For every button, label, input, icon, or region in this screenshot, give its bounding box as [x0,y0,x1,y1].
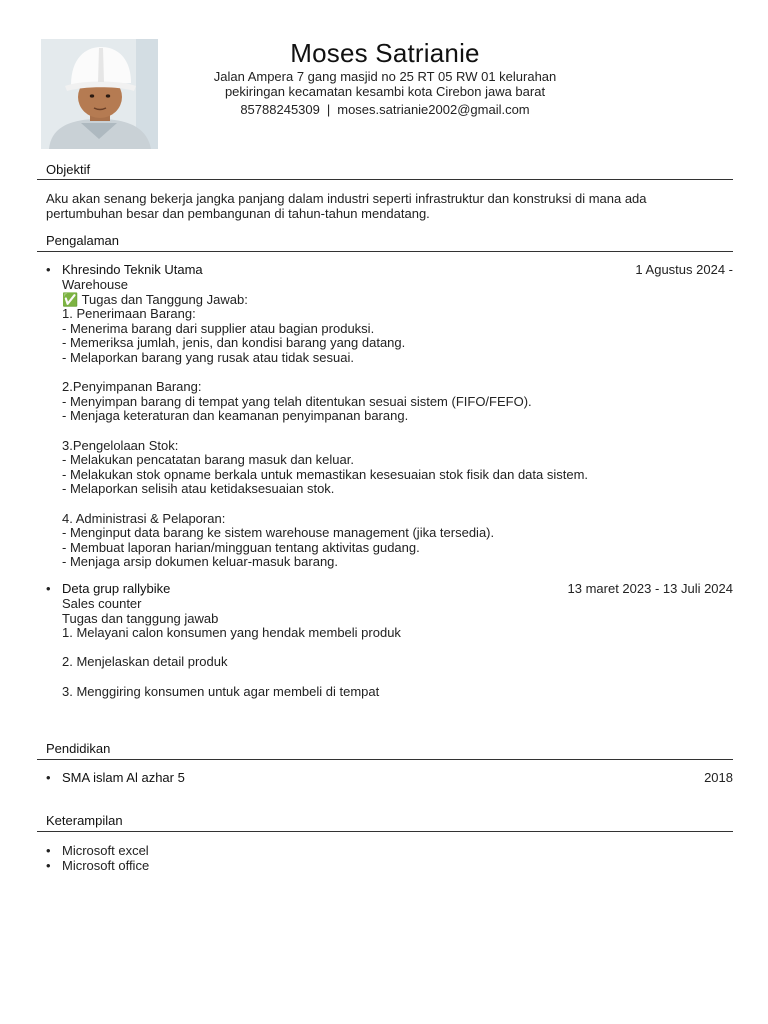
experience-divider [37,251,733,252]
education-entry [46,771,733,786]
experience-detail-line: 1. Penerimaan Barang: [62,306,196,322]
candidate-name: Moses Satrianie [290,38,480,68]
education-school: SMA islam Al azhar 5 [62,770,185,785]
objective-line-1: Aku akan senang bekerja jangka panjang dalam industri seperti infrastruktur dan konstruksi di mana ada [46,191,647,206]
experience-detail-line: - Menginput data barang ke sistem warehouse management (jika tersedia). [62,525,495,541]
experience-detail-line: 4. Administrasi & Pelaporan: [62,510,226,526]
experience-detail-line: 3. Menggiring konsumen untuk agar membeli di tempat [62,683,380,699]
experience-detail-line: 3.Pengelolaan Stok: [62,437,179,453]
contact-separator: | [326,102,331,117]
bullet-marker: • [46,843,51,858]
skills-heading: Keterampilan [46,813,123,828]
education-year: 2018 [704,770,733,785]
skills-list [46,843,149,873]
experience-date: 1 Agustus 2024 - [635,262,733,277]
experience-detail-line: Warehouse [62,277,128,292]
skill-item [46,858,149,873]
address [170,69,600,99]
education-header [46,771,733,786]
experience-detail-line: - Melakukan stok opname berkala untuk memastikan kesesuaian stok fisik dan data sistem. [62,466,589,482]
experience-details [46,278,733,570]
bullet-marker: • [46,581,51,596]
experience-header [46,263,733,278]
experience-header [46,582,733,597]
experience-detail-line: - Membuat laporan harian/mingguan tentang aktivitas gudang. [62,539,420,555]
experience-detail-line: 2. Menjelaskan detail produk [62,654,228,670]
phone-number: 85788245309 [240,102,320,117]
experience-details [46,597,733,699]
experience-detail-line: Tugas dan tanggung jawab [62,610,219,626]
profile-photo [41,39,158,149]
experience-detail-line: 2.Penyimpanan Barang: [62,379,202,395]
experience-detail-line: - Menjaga keteraturan dan keamanan penyimpanan barang. [62,408,409,424]
experience-heading: Pengalaman [46,233,119,248]
experience-detail-line [62,497,733,512]
objective-line-2: pertumbuhan besar dan pembangunan di tahun-tahun mendatang. [46,206,430,221]
skill-label: Microsoft office [62,858,150,873]
bullet-marker: • [46,770,51,785]
skill-item [46,843,149,858]
experience-detail-line: ✅ Tugas dan Tanggung Jawab: [62,291,248,307]
experience-detail-line: - Melaporkan selisih atau ketidaksesuaian stok. [62,481,335,497]
bullet-marker: • [46,858,51,873]
experience-detail-line: - Melakukan pencatatan barang masuk dan keluar. [62,452,354,468]
objective-text [46,191,726,221]
address-line-1: Jalan Ampera 7 gang masjid no 25 RT 05 RW 01 kelurahan [213,69,557,84]
experience-organization: Khresindo Teknik Utama [62,262,203,277]
experience-detail-line: - Memeriksa jumlah, jenis, dan kondisi barang yang datang. [62,335,406,351]
contact-line [170,102,600,117]
objective-divider [37,179,733,180]
experience-detail-line: - Menjaga arsip dokumen keluar-masuk barang. [62,554,339,570]
email-address: moses.satrianie2002@gmail.com [337,102,530,117]
education-divider [37,759,733,760]
experience-detail-line: Sales counter [62,596,142,611]
person-photo-icon [41,39,158,149]
experience-organization: Deta grup rallybike [62,581,171,596]
experience-entry [46,582,733,699]
education-heading: Pendidikan [46,741,111,756]
experience-detail-line: - Menerima barang dari supplier atau bagian produksi. [62,320,375,336]
experience-entry [46,263,733,570]
experience-detail-line: - Melaporkan barang yang rusak atau tidak sesuai. [62,349,354,365]
objective-heading: Objektif [46,162,91,177]
skills-divider [37,831,733,832]
address-line-2: pekiringan kecamatan kesambi kota Cirebon jawa barat [224,84,546,99]
experience-detail-line [62,670,733,685]
experience-detail-line: 1. Melayani calon konsumen yang hendak membeli produk [62,625,401,641]
experience-detail-line [62,641,733,656]
bullet-marker: • [46,262,51,277]
experience-date: 13 maret 2023 - 13 Juli 2024 [567,581,733,596]
experience-detail-line [62,424,733,439]
experience-detail-line [62,366,733,381]
experience-detail-line: - Menyimpan barang di tempat yang telah ditentukan sesuai sistem (FIFO/FEFO). [62,393,532,409]
skill-label: Microsoft excel [62,843,149,858]
